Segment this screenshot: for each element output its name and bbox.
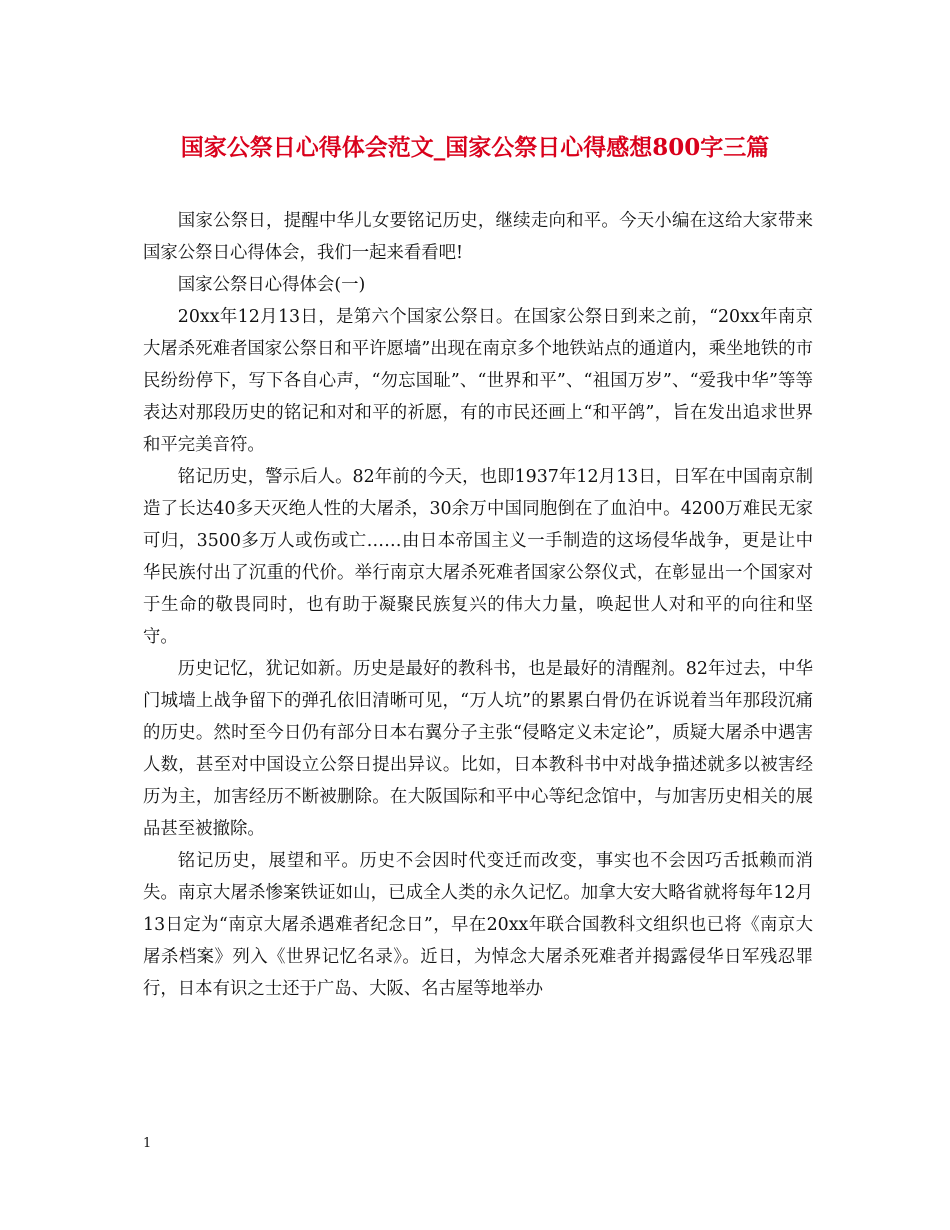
page-number: 1 [143, 1136, 152, 1151]
paragraph: 20xx年12月13日，是第六个国家公祭日。在国家公祭日到来之前，“20xx年南京大屠杀死难者国家公祭日和平许愿墙”出现在南京多个地铁站点的通道内，乘坐地铁的市民纷纷停下，写下各自心声，“勿忘国耻”、“世界和平”、“祖国万岁”、“爱我中华”等等表达对那段历史的铭记和对和平的祈愿，有的市民还画上“和平鸽”，旨在发出追求世界和平完美音符。 [143, 307, 813, 455]
paragraph: 铭记历史，警示后人。82年前的今天，也即1937年12月13日，日军在中国南京制造了长达40多天灭绝人性的大屠杀，30余万中国同胞倒在了血泊中。4200万难民无家可归，3500多万人或伤或亡……由日本帝国主义一手制造的这场侵华战争，更是让中华民族付出了沉重的代价。举行南京大屠杀死难者国家公祭仪式，在彰显出一个国家对于生命的敬畏同时，也有助于凝聚民族复兴的伟大力量，唤起世人对和平的向往和坚守。 [143, 467, 813, 647]
document-body [143, 205, 813, 1005]
paragraph-intro: 国家公祭日，提醒中华儿女要铭记历史，继续走向和平。今天小编在这给大家带来国家公祭日心得体会，我们一起来看看吧! [143, 211, 813, 263]
document-title: 国家公祭日心得体会范文_国家公祭日心得感想800字三篇 [180, 134, 770, 161]
section-heading: 国家公祭日心得体会(一) [177, 275, 366, 295]
paragraph: 铭记历史，展望和平。历史不会因时代变迁而改变，事实也不会因巧舌抵赖而消失。南京大屠杀惨案铁证如山，已成全人类的永久记忆。加拿大安大略省就将每年12月13日定为“南京大屠杀遇难者纪念日”，早在20xx年联合国教科文组织也已将《南京大屠杀档案》列入《世界记忆名录》。近日，为悼念大屠杀死难者并揭露侵华日军残忍罪行，日本有识之士还于广岛、大阪、名古屋等地举办 [143, 851, 813, 999]
paragraph: 历史记忆，犹记如新。历史是最好的教科书，也是最好的清醒剂。82年过去，中华门城墙上战争留下的弹孔依旧清晰可见，“万人坑”的累累白骨仍在诉说着当年那段沉痛的历史。然时至今日仍有部分日本右翼分子主张“侵略定义未定论”，质疑大屠杀中遇害人数，甚至对中国设立公祭日提出异议。比如，日本教科书中对战争描述就多以被害经历为主，加害经历不断被删除。在大阪国际和平中心等纪念馆中，与加害历史相关的展品甚至被撤除。 [143, 659, 813, 839]
